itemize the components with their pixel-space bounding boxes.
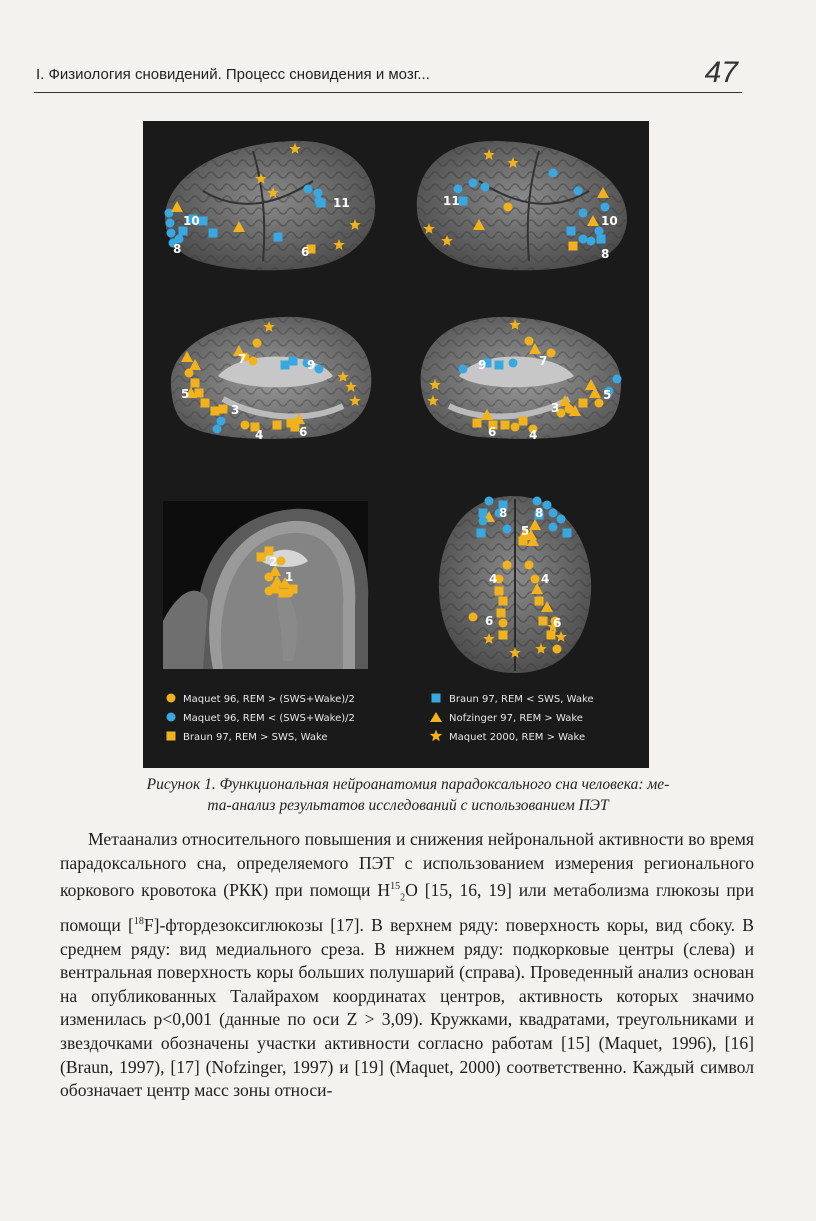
- activity-marker: [504, 203, 513, 212]
- activity-marker: [253, 339, 262, 348]
- activity-marker: [249, 357, 258, 366]
- region-number-label: 4: [255, 428, 264, 442]
- legend: [167, 694, 594, 744]
- activity-marker: [265, 573, 274, 582]
- activity-marker: [543, 501, 552, 510]
- activity-marker: [567, 227, 576, 236]
- activity-marker: [509, 359, 518, 368]
- activity-marker: [165, 209, 174, 218]
- region-number-label: 5: [181, 387, 190, 401]
- region-number-label: 8: [173, 242, 182, 256]
- formula-h: H: [377, 880, 391, 901]
- activity-marker: [211, 407, 220, 416]
- activity-marker: [525, 337, 534, 346]
- activity-marker: [497, 609, 506, 618]
- activity-marker: [549, 523, 558, 532]
- region-number-label: 11: [333, 196, 350, 210]
- activity-marker: [587, 237, 596, 246]
- activity-marker: [495, 587, 504, 596]
- activity-marker: [477, 529, 486, 538]
- figure-caption: [60, 774, 756, 816]
- activity-marker: [547, 631, 556, 640]
- region-number-label: 8: [535, 506, 544, 520]
- legend-marker-star-yellow: [430, 730, 442, 742]
- region-number-label: 8: [601, 247, 610, 261]
- activity-marker: [499, 597, 508, 606]
- activity-marker: [167, 229, 176, 238]
- activity-marker: [185, 369, 194, 378]
- activity-marker: [569, 242, 578, 251]
- activity-marker: [495, 361, 504, 370]
- region-number-label: 11: [443, 194, 460, 208]
- region-number-label: 6: [301, 245, 310, 259]
- region-number-label: 4: [541, 572, 550, 586]
- legend-label: Maquet 96, REM > (SWS+Wake)/2: [183, 694, 355, 705]
- legend-label: Braun 97, REM > SWS, Wake: [183, 732, 328, 743]
- region-number-label: 6: [553, 616, 562, 630]
- activity-marker: [304, 185, 313, 194]
- region-number-label: 9: [307, 358, 316, 372]
- activity-marker: [503, 525, 512, 534]
- activity-marker: [257, 553, 266, 562]
- activity-marker: [314, 189, 323, 198]
- activity-marker: [563, 529, 572, 538]
- region-number-label: 10: [601, 214, 618, 228]
- caption-line-1: Рисунок 1. Функциональная нейроанатомия парадоксального сна человека: ме-: [146, 776, 670, 793]
- activity-marker: [201, 399, 210, 408]
- activity-marker: [199, 217, 208, 226]
- region-number-label: 2: [269, 555, 278, 569]
- legend-marker-triangle-yellow: [430, 712, 442, 722]
- region-number-label: 10: [183, 214, 200, 228]
- activity-marker: [166, 219, 175, 228]
- activity-marker: [479, 517, 488, 526]
- activity-marker: [579, 209, 588, 218]
- region-number-label: 4: [529, 428, 538, 442]
- region-number-label: 9: [478, 358, 487, 372]
- pet-figure: [143, 121, 649, 768]
- activity-marker: [511, 423, 520, 432]
- activity-marker: [579, 399, 588, 408]
- activity-marker: [501, 421, 510, 430]
- activity-marker: [499, 631, 508, 640]
- region-number-label: 6: [299, 425, 308, 439]
- running-title: I. Физиология сновидений. Процесс сновидения и мозг...: [36, 66, 430, 83]
- running-header: [34, 58, 742, 93]
- legend-marker-square-yellow: [167, 732, 176, 741]
- formula-sub: 2: [400, 892, 406, 904]
- activity-marker: [539, 617, 548, 626]
- activity-marker: [479, 509, 488, 518]
- activity-marker: [499, 619, 508, 628]
- formula-sup: 15: [390, 881, 401, 893]
- activity-marker: [553, 645, 562, 654]
- legend-marker-square-blue: [432, 694, 441, 703]
- activity-marker: [557, 515, 566, 524]
- activity-marker: [469, 179, 478, 188]
- activity-marker: [459, 197, 468, 206]
- region-number-label: 5: [521, 524, 530, 538]
- region-number-label: 1: [285, 570, 294, 584]
- activity-marker: [519, 417, 528, 426]
- mri-sagittal: [163, 501, 368, 669]
- text-segment: Метаанализ относительного повышения и снижения нейрональной активности во время парадоксального сна, определяемого ПЭТ с использованием измерения регионального коркового кровотока (РКК) при помощи: [60, 829, 754, 901]
- activity-marker: [579, 235, 588, 244]
- text-segment: F]-фтордезоксиглюкозы [17]. В верхнем ряду: поверхность коры, вид сбоку. В среднем ряду: вид медиального среза. В нижнем ряду: подкорковые центры (слева) и вентральная поверхность коры больших полушарий (справа). Проведенный анализ основан на опубликованных Талайрахом координатах центров, активность которых значимо изменилась p<0,001 (данные по оси Z > 3,09). Кружками, квадратами, треугольниками и звездочками обозначены участки активности согласно работам [15] (Maquet, 1996), [16] (Braun, 1997), [17] (Nofzinger, 1997) и [19] (Maquet, 2000) соответственно. Каждый символ обозначает центр масс зоны относи-: [60, 915, 754, 1101]
- activity-marker: [191, 379, 200, 388]
- activity-marker: [485, 497, 494, 506]
- activity-marker: [315, 365, 324, 374]
- activity-marker: [601, 203, 610, 212]
- legend-marker-circle-blue: [167, 713, 176, 722]
- formula-o: O: [405, 880, 418, 901]
- activity-marker: [459, 365, 468, 374]
- activity-marker: [574, 187, 583, 196]
- activity-marker: [549, 169, 558, 178]
- region-number-label: 4: [489, 572, 498, 586]
- activity-marker: [217, 417, 226, 426]
- activity-marker: [549, 509, 558, 518]
- legend-marker-circle-yellow: [167, 694, 176, 703]
- isotope-sup: 18: [133, 916, 144, 928]
- region-number-label: 7: [238, 352, 247, 366]
- region-number-label: 3: [231, 403, 240, 417]
- activity-marker: [547, 349, 556, 358]
- activity-marker: [535, 597, 544, 606]
- region-number-label: 3: [551, 401, 560, 415]
- activity-marker: [533, 497, 542, 506]
- activity-marker: [597, 235, 606, 244]
- activity-marker: [289, 357, 298, 366]
- region-number-label: 6: [488, 425, 497, 439]
- activity-marker: [454, 185, 463, 194]
- activity-marker: [473, 419, 482, 428]
- region-number-label: 5: [603, 388, 612, 402]
- activity-marker: [241, 421, 250, 430]
- legend-label: Maquet 2000, REM > Wake: [449, 732, 586, 743]
- activity-marker: [274, 233, 283, 242]
- activity-marker: [525, 561, 534, 570]
- legend-label: Nofzinger 97, REM > Wake: [449, 713, 583, 724]
- region-number-label: 8: [499, 506, 508, 520]
- activity-marker: [481, 183, 490, 192]
- activity-marker: [277, 557, 286, 566]
- region-number-label: 6: [485, 614, 494, 628]
- activity-marker: [469, 613, 478, 622]
- activity-marker: [531, 575, 540, 584]
- activity-marker: [219, 405, 228, 414]
- paragraph: [60, 828, 754, 1103]
- activity-marker: [273, 421, 282, 430]
- activity-marker: [289, 585, 298, 594]
- activity-marker: [613, 375, 622, 384]
- activity-marker: [265, 587, 274, 596]
- region-number-label: 7: [539, 354, 548, 368]
- legend-label: Maquet 96, REM < (SWS+Wake)/2: [183, 713, 355, 724]
- brain-figure-svg: [143, 121, 649, 768]
- activity-marker: [213, 425, 222, 434]
- page-number: 47: [704, 56, 738, 89]
- activity-marker: [315, 197, 324, 206]
- caption-line-2: та-анализ результатов исследований с использованием ПЭТ: [207, 797, 609, 814]
- activity-marker: [281, 361, 290, 370]
- legend-label: Braun 97, REM < SWS, Wake: [449, 694, 594, 705]
- body-paragraph: [60, 828, 754, 1103]
- activity-marker: [209, 229, 218, 238]
- activity-marker: [503, 561, 512, 570]
- text-segment: [15, 16, 19] или метаболизма глюкозы при помощи [: [60, 880, 754, 936]
- brain-ventral: [439, 496, 591, 673]
